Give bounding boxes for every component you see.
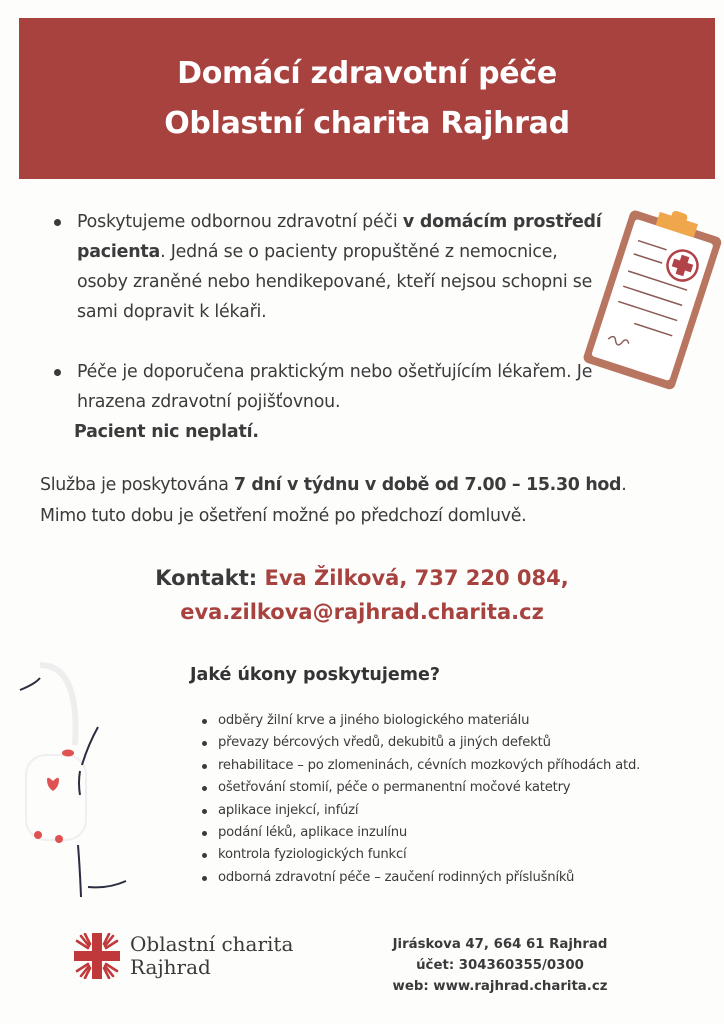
logo-line-2: Rajhrad	[130, 955, 211, 979]
service-item: kontrola fyziologických funkcí	[200, 844, 720, 866]
intro-bullet-1: Poskytujeme odbornou zdravotní péči v domácím prostředí pacienta. Jedná se o pacienty propuštěné z nemocnice, osoby zraněné nebo hendikepované, kteří nejsou schopni se sami dopravit k lékaři.	[52, 207, 612, 327]
contact-name-phone: Eva Žilková, 737 220 084,	[264, 566, 569, 590]
hours-line-1: Služba je poskytována 7 dní v týdnu v době od 7.00 – 15.30 hod.	[40, 475, 627, 495]
clipboard-medical-icon	[583, 206, 723, 391]
footer-address	[380, 934, 620, 997]
contact-label: Kontakt:	[155, 566, 258, 590]
title-line-2: Oblastní charita Rajhrad	[164, 105, 570, 141]
charita-logo	[74, 933, 293, 979]
hours-line-2: Mimo tuto dobu je ošetření možné po předchozí domluvě.	[40, 506, 527, 526]
service-item: odborná zdravotní péče – zaučení rodinných příslušníků	[200, 867, 720, 889]
service-item: ošetřování stomií, péče o permanentní močové katetry	[200, 777, 720, 799]
address-line: Jiráskova 47, 664 61 Rajhrad	[392, 937, 608, 952]
free-of-charge-note: Pacient nic neplatí.	[74, 422, 259, 442]
contact-section	[0, 561, 724, 629]
contact-email[interactable]: eva.zilkova@rajhrad.charita.cz	[180, 600, 544, 624]
web-line[interactable]: web: www.rajhrad.charita.cz	[392, 979, 608, 994]
intro-section	[52, 207, 612, 447]
iv-bag-heart-icon	[0, 655, 180, 900]
services-title: Jaké úkony poskytujeme?	[190, 665, 441, 685]
services-list	[200, 710, 720, 889]
header-banner	[19, 18, 715, 179]
intro-bullet-2: Péče je doporučena praktickým nebo ošetřujícím lékařem. Je hrazena zdravotní pojišťovnou. Pacient nic neplatí.	[52, 357, 612, 447]
service-item: odběry žilní krve a jiného biologického materiálu	[200, 710, 720, 732]
service-item: převazy bércových vředů, dekubitů a jiných defektů	[200, 732, 720, 754]
title-line-1: Domácí zdravotní péče	[177, 55, 557, 91]
caritas-cross-logo	[74, 933, 120, 979]
service-hours	[40, 470, 720, 532]
service-item: rehabilitace – po zlomeninách, cévních mozkových příhodách atd.	[200, 755, 720, 777]
service-item: aplikace injekcí, infúzí	[200, 800, 720, 822]
logo-line-1: Oblastní charita	[130, 932, 294, 956]
account-line: účet: 304360355/0300	[416, 958, 584, 973]
service-item: podání léků, aplikace inzulínu	[200, 822, 720, 844]
